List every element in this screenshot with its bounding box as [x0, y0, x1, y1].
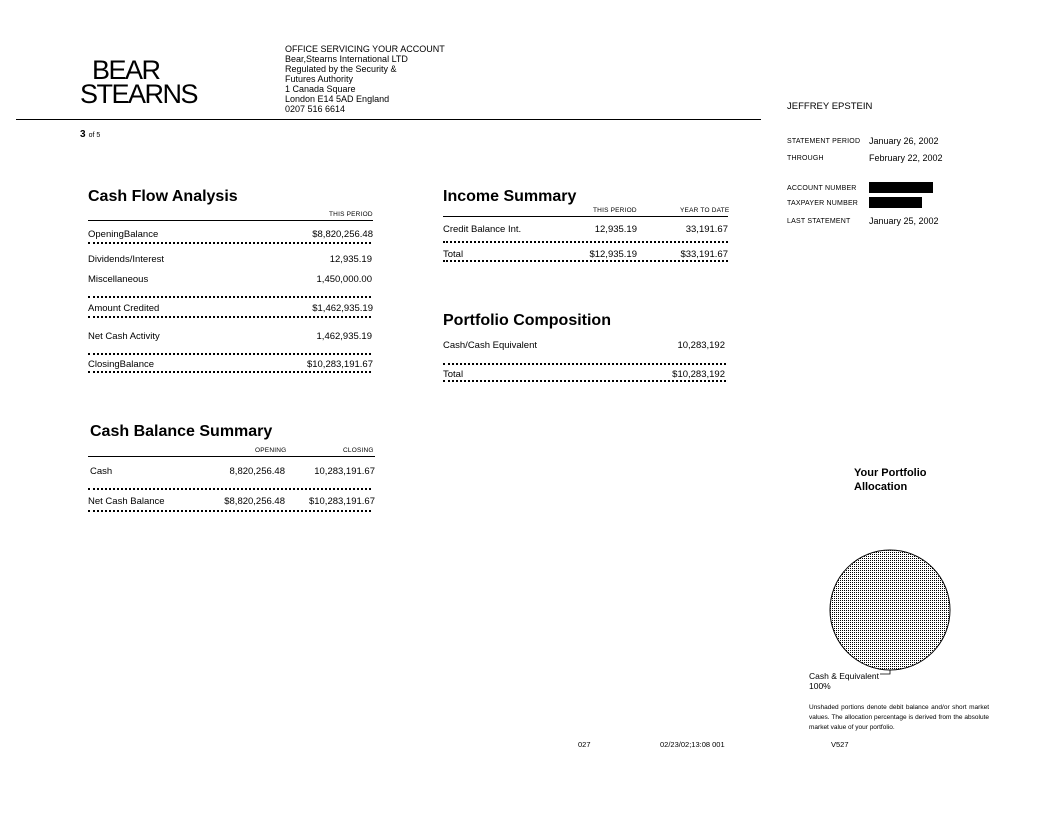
cash-flow-row-label: Miscellaneous — [88, 274, 149, 285]
page-indicator — [80, 129, 100, 140]
dotted-rule — [88, 371, 371, 373]
income-row-ytd: $33,191.67 — [680, 249, 728, 260]
office-line: Bear,Stearns International LTD — [285, 54, 408, 64]
office-line: 0207 516 6614 — [285, 104, 346, 114]
portfolio-row-label: Cash/Cash Equivalent — [443, 340, 537, 351]
income-row-label: Credit Balance Int. — [443, 224, 522, 235]
income-col-ytd: YEAR TO DATE — [680, 207, 730, 214]
allocation-pie-chart — [826, 546, 956, 676]
cash-balance-row-label: Net Cash Balance — [88, 496, 165, 507]
client-name: JEFFREY EPSTEIN — [787, 101, 873, 112]
footer-version: V527 — [831, 740, 849, 749]
cash-flow-row-label: Net Cash Activity — [88, 331, 160, 342]
dotted-rule — [88, 488, 371, 490]
allocation-slice-legend — [809, 671, 879, 691]
cash-balance-col-closing: CLOSING — [343, 447, 374, 454]
office-line: OFFICE SERVICING YOUR ACCOUNT — [285, 44, 445, 54]
cash-flow-row-label: OpeningBalance — [88, 229, 159, 240]
taxpayer-number-redaction — [869, 197, 922, 208]
footer-code: 027 — [578, 740, 591, 749]
cash-balance-row-opening: $8,820,256.48 — [224, 496, 285, 507]
statement-period-label: STATEMENT PERIOD — [787, 138, 861, 145]
page-number: 3 — [80, 129, 86, 140]
taxpayer-number-label: TAXPAYER NUMBER — [787, 200, 859, 207]
income-row-period: $12,935.19 — [589, 249, 637, 260]
portfolio-composition-title: Portfolio Composition — [443, 312, 611, 329]
office-line: 1 Canada Square — [285, 84, 356, 94]
portfolio-row-label: Total — [443, 369, 464, 380]
cash-flow-row-value: $8,820,256.48 — [312, 229, 373, 240]
footer-timestamp: 02/23/02;13:08 001 — [660, 740, 725, 749]
income-header-rule — [443, 216, 728, 217]
office-line: Futures Authority — [285, 74, 354, 84]
dotted-rule — [443, 260, 728, 262]
cash-flow-row-label: Dividends/Interest — [88, 254, 165, 265]
slice-percent: 100% — [809, 681, 831, 691]
dotted-rule — [88, 316, 371, 318]
cash-flow-row-value: $10,283,191.67 — [306, 359, 373, 370]
statement-period-value: January 26, 2002 — [869, 136, 939, 146]
portfolio-row-value: 10,283,192 — [677, 340, 725, 351]
cash-flow-header-rule — [88, 220, 373, 221]
dotted-rule — [443, 241, 728, 243]
income-row-label: Total — [443, 249, 464, 260]
cash-balance-row-closing: 10,283,191.67 — [314, 466, 375, 477]
cash-flow-title: Cash Flow Analysis — [88, 188, 238, 205]
allocation-footnote: Unshaded portions denote debit balance and/or short market values. The allocation percentage is derived from the absolute market value of your portfolio. — [809, 704, 989, 731]
last-statement-value: January 25, 2002 — [869, 216, 939, 226]
cash-flow-col-header: THIS PERIOD — [329, 211, 373, 218]
office-line: London E14 5AD England — [285, 94, 390, 104]
dotted-rule — [443, 380, 726, 382]
cash-balance-header-rule — [88, 456, 375, 457]
cash-flow-row-label: ClosingBalance — [88, 359, 155, 370]
page-of: of 5 — [88, 132, 101, 139]
cash-balance-row-closing: $10,283,191.67 — [308, 496, 375, 507]
account-number-label: ACCOUNT NUMBER — [787, 185, 857, 192]
cash-flow-row-value: $1,462,935.19 — [312, 303, 373, 314]
pie-leader-line — [880, 670, 890, 674]
office-line: Regulated by the Security & — [285, 64, 397, 74]
cash-flow-row-label: Amount Credited — [88, 303, 160, 314]
pie-slice-cash-equivalent — [830, 550, 950, 670]
logo-line-2: STEARNS — [80, 79, 198, 109]
income-col-this-period: THIS PERIOD — [593, 207, 637, 214]
account-number-redaction — [869, 182, 933, 193]
dotted-rule — [88, 510, 371, 512]
last-statement-label: LAST STATEMENT — [787, 218, 851, 225]
cash-balance-row-label: Cash — [90, 466, 113, 477]
logo-line-1: BEAR — [92, 55, 160, 85]
header-divider — [16, 119, 761, 120]
slice-label: Cash & Equivalent — [809, 671, 879, 681]
office-address-block — [285, 44, 445, 114]
dotted-rule — [88, 242, 371, 244]
allocation-title-line-2: Allocation — [854, 481, 908, 493]
allocation-title-line-1: Your Portfolio — [854, 467, 927, 479]
cash-balance-col-opening: OPENING — [255, 447, 287, 454]
cash-flow-row-value: 1,462,935.19 — [316, 331, 372, 342]
cash-flow-row-value: 12,935.19 — [329, 254, 372, 265]
allocation-title — [854, 466, 927, 494]
income-row-period: 12,935.19 — [594, 224, 637, 235]
portfolio-row-value: $10,283,192 — [672, 369, 725, 380]
bear-stearns-logo — [80, 55, 198, 109]
income-row-ytd: 33,191.67 — [685, 224, 728, 235]
cash-balance-summary-title: Cash Balance Summary — [90, 423, 273, 440]
cash-balance-row-opening: 8,820,256.48 — [229, 466, 285, 477]
income-summary-title: Income Summary — [443, 188, 577, 205]
dotted-rule — [443, 363, 726, 365]
dotted-rule — [88, 353, 371, 355]
dotted-rule — [88, 296, 371, 298]
through-label: THROUGH — [787, 155, 824, 162]
cash-flow-row-value: 1,450,000.00 — [316, 274, 372, 285]
through-value: February 22, 2002 — [869, 153, 943, 163]
